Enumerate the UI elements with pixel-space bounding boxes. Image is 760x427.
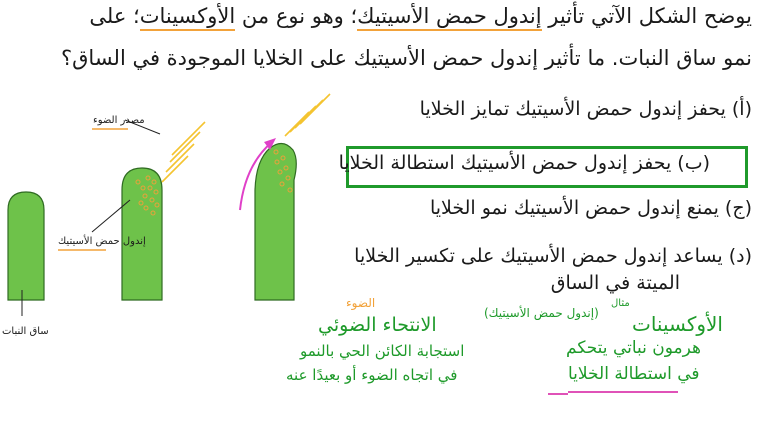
question-highlight-auxins: الأوكسينات <box>140 4 236 31</box>
label-stem: ساق النبات <box>2 326 49 337</box>
label-light-source: مصدر الضوء <box>93 115 145 126</box>
label-auxin: إندول حمض الأسيتيك <box>58 236 146 247</box>
note-auxins: الأوكسينات <box>632 312 723 336</box>
option-d-continued: الميتة في الساق <box>550 272 680 294</box>
option-a[interactable]: (أ) يحفز إندول حمض الأسيتيك تمايز الخلايا <box>419 98 752 120</box>
question-line-2: نمو ساق النبات. ما تأثير إندول حمض الأسيتيك على الخلايا الموجودة في الساق؟ <box>60 46 752 70</box>
option-c[interactable]: (ج) يمنع إندول حمض الأسيتيك نمو الخلايا <box>429 197 752 219</box>
question-text-2: ؛ وهو نوع من <box>235 4 358 28</box>
note-iaa-example: (إندول حمض الأسيتيك) <box>484 306 599 320</box>
note-auxins-def-2-prefix: في <box>671 364 700 384</box>
option-b[interactable]: (ب) يحفز إندول حمض الأسيتيك استطالة الخلايا <box>338 152 710 174</box>
stem-bent <box>255 143 296 300</box>
light-rays-1 <box>162 122 205 182</box>
note-example-word: مثال <box>611 298 630 309</box>
option-d[interactable]: (د) يساعد إندول حمض الأسيتيك على تكسير الخلايا <box>354 245 752 267</box>
note-phototropism-def-2: في اتجاه الضوء أو بعيدًا عنه <box>286 366 458 384</box>
note-auxins-def-2 <box>568 364 700 384</box>
question-text-1: يوضح الشكل الآتي تأثير <box>541 4 752 28</box>
question-text-3: ؛ على <box>89 4 140 28</box>
stem-with-auxin <box>122 168 162 300</box>
note-auxins-def-1: هرمون نباتي يتحكم <box>566 338 702 358</box>
note-phototropism: الانتحاء الضوئي <box>318 314 437 336</box>
note-phototropism-def-1: استجابة الكائن الحي بالنمو <box>300 342 465 360</box>
question-highlight-iaa: إندول حمض الأسيتيك <box>357 4 541 31</box>
stem-straight <box>8 192 44 300</box>
note-cell-elongation: استطالة الخلايا <box>568 364 672 384</box>
note-light-word: الضوء <box>346 296 376 310</box>
light-rays-2 <box>285 94 330 136</box>
